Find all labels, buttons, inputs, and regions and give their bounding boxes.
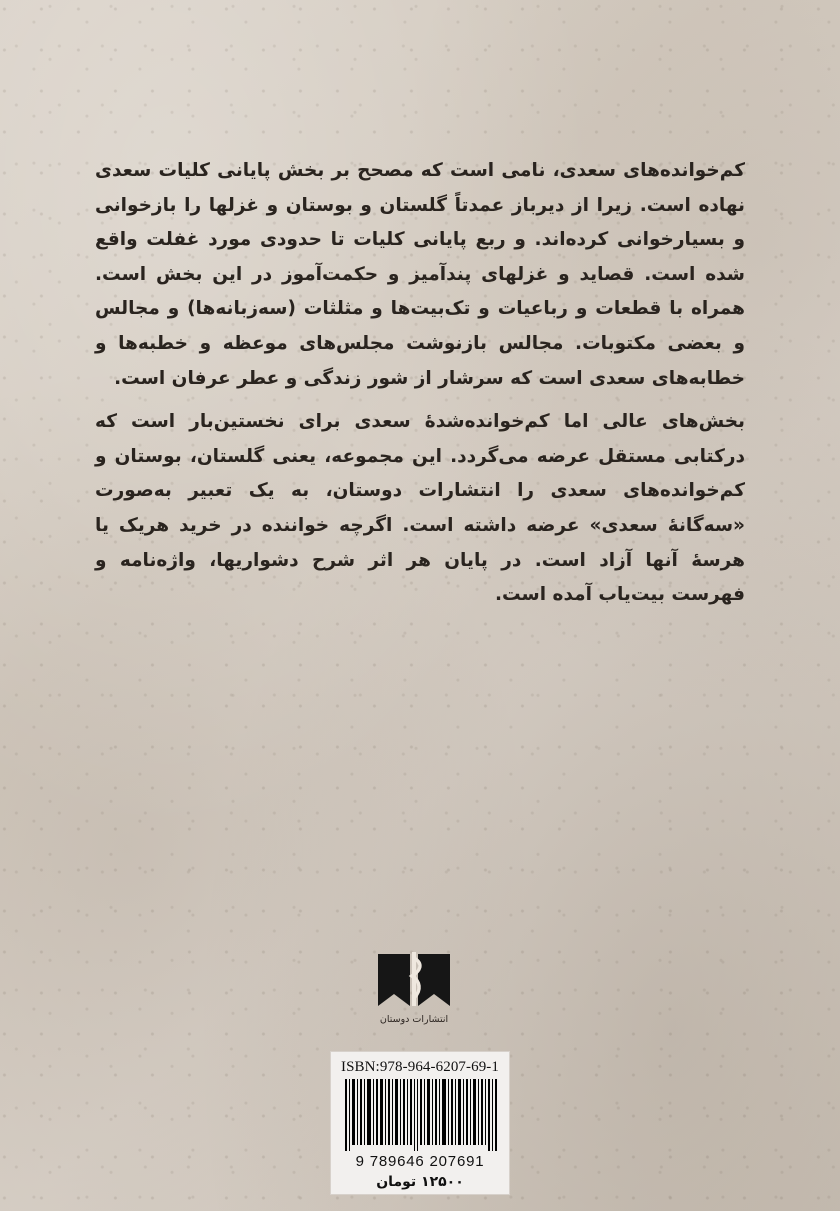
- isbn-text: ISBN:978-964-6207-69-1: [340, 1059, 500, 1075]
- price-text: ۱۲۵۰۰ تومان: [376, 1174, 464, 1190]
- publisher-logo-icon: [376, 948, 452, 1006]
- publisher-logo: [366, 948, 462, 1048]
- barcode-digits: 9 789646 207691: [355, 1153, 485, 1170]
- back-cover-blurb: [95, 154, 745, 613]
- barcode-label: [330, 1051, 510, 1195]
- barcode-image: [343, 1079, 498, 1153]
- blurb-paragraph-1: کم‌خوانده‌های سعدی، نامی است که مصحح بر بخش پایانی کلیات سعدی نهاده است. زیرا از دیرباز عمدتاً گلستان و بوستان و غزلها را بازخوانی و بسیارخوانی کرده‌اند. و ربع پایانی کلیات تا حدودی مورد غفلت واقع شده است. قصاید و غزلهای پندآمیز و حکمت‌آموز در این بخش است. همراه با قطعات و رباعیات و تک‌بیت‌ها و مثلثات (سه‌زبانه‌ها) و مجالس و بعضی مکتوبات. مجالس بازنوشت مجلس‌های موعظه و خطبه‌ها و خطابه‌های سعدی است که سرشار از شور زندگی و عطر عرفان است.: [95, 160, 745, 389]
- publisher-name: انتشارات دوستان: [379, 1014, 449, 1025]
- blurb-paragraph-2: بخش‌های عالی اما کم‌خوانده‌شدهٔ سعدی برای نخستین‌بار است که درکتابی مستقل عرضه می‌گردد. این مجموعه، یعنی گلستان، بوستان و کم‌خوانده‌های سعدی را انتشارات دوستان، به یک تعبیر به‌صورت «سه‌گانهٔ سعدی» عرضه داشته است. اگرچه خواننده در خرید هریک یا هرسهٔ آنها آزاد است. در پایان هر اثر شرح دشواریها، واژه‌نامه و فهرست بیت‌یاب آمده است.: [95, 411, 745, 606]
